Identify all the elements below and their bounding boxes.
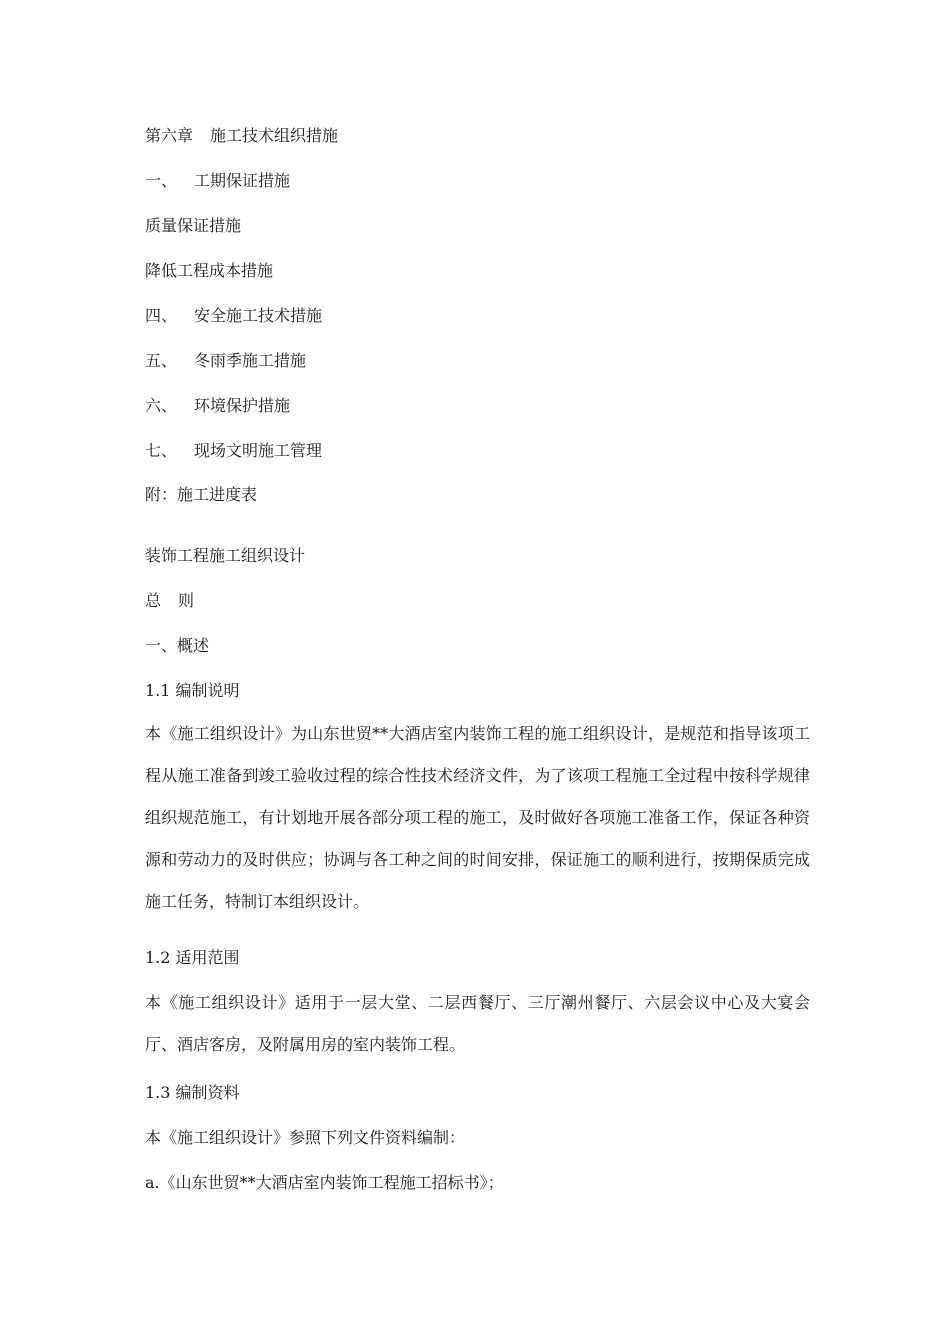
toc-item-2 [145, 216, 241, 236]
general-char-2: 则 [178, 591, 195, 610]
toc-item-title: 冬雨季施工措施 [194, 351, 307, 370]
toc-item-5 [145, 351, 306, 371]
subsection-1-1-body: 本《施工组织设计》为山东世贸**大酒店室内装饰工程的施工组织设计，是规范和指导该项工程从施工准备到竣工验收过程的综合性技术经济文件，为了该项工程施工全过程中按科学规律组织规范施工，有计划地开展各部分项工程的施工，及时做好各项施工准备工作，保证各种资源和劳动力的及时供应；协调与各工种之间的时间安排，保证施工的顺利进行，按期保质完成施工任务，特制订本组织设计。 [145, 724, 810, 911]
toc-item-title: 环境保护措施 [194, 396, 291, 415]
subsection-1-2-body: 本《施工组织设计》适用于一层大堂、二层西餐厅、三厅潮州餐厅、六层会议中心及大宴会厅、酒店客房，及附属用房的室内装饰工程。 [145, 993, 810, 1054]
toc-item-number: 一、 [145, 171, 178, 190]
subsection-1-3-heading: 1.3 编制资料 [145, 1083, 240, 1102]
subsection-1-1-heading: 1.1 编制说明 [145, 681, 240, 700]
toc-item-title: 现场文明施工管理 [194, 441, 323, 460]
toc-item-title: 质量保证措施 [145, 216, 242, 235]
toc-item-number: 七、 [145, 441, 178, 460]
reference-item-a: a.《山东世贸**大酒店室内装饰工程施工招标书》； [145, 1173, 504, 1192]
document-title: 装饰工程施工组织设计 [145, 546, 306, 565]
toc-item-6 [145, 396, 290, 416]
toc-item-number: 四、 [145, 306, 178, 325]
toc-item-number: 五、 [145, 351, 178, 370]
toc-chapter-heading [145, 126, 338, 146]
toc-appendix: 附：施工进度表 [145, 485, 258, 504]
subsection-1-2-heading: 1.2 适用范围 [145, 948, 240, 967]
toc-item-1 [145, 171, 290, 191]
toc-item-title: 降低工程成本措施 [145, 261, 274, 280]
toc-chapter-number: 第六章 [145, 126, 194, 145]
toc-item-7 [145, 441, 322, 461]
toc-item-title: 安全施工技术措施 [194, 306, 323, 325]
subsection-1-3-intro: 本《施工组织设计》参照下列文件资料编制： [145, 1128, 466, 1147]
toc-item-3 [145, 261, 273, 281]
toc-item-4 [145, 306, 322, 326]
toc-item-number: 六、 [145, 396, 178, 415]
section-general-heading [145, 591, 194, 611]
section-overview-heading: 一、概述 [145, 636, 210, 655]
toc-chapter-title: 施工技术组织措施 [210, 126, 339, 145]
toc-item-title: 工期保证措施 [194, 171, 291, 190]
general-char-1: 总 [145, 591, 162, 610]
